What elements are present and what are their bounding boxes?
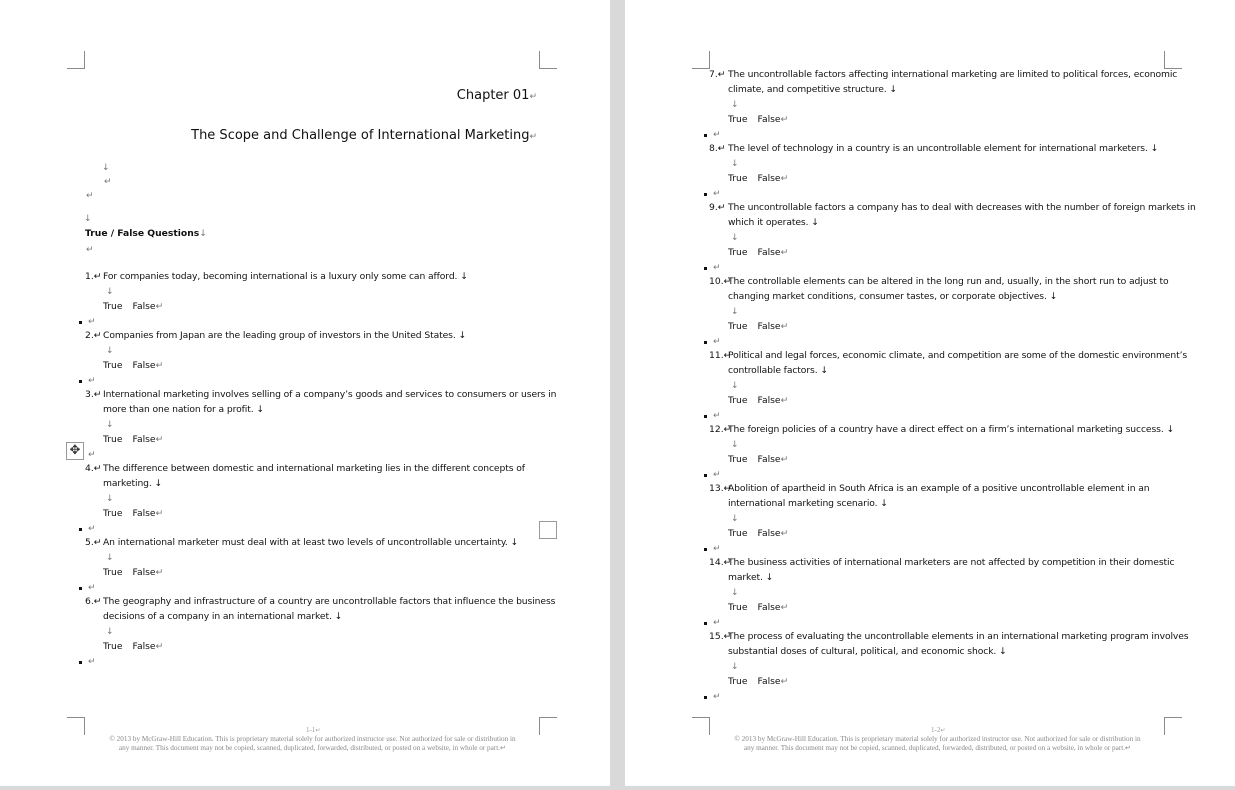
line-break-mark: ↓ <box>102 163 110 173</box>
paragraph-mark: ↵ <box>86 191 94 201</box>
page-gap <box>610 0 625 790</box>
true-option: True <box>103 360 123 371</box>
question-text: Companies from Japan are the leading group of investors in the United States. ↓ <box>103 330 467 341</box>
list-bullet <box>704 341 707 344</box>
footer-line: any manner. This document may not be copied, scanned, duplicated, forwarded, distributed, or posted on a website, in whole or part.↵ <box>118 744 507 752</box>
question-number: 9.↵ <box>709 202 726 213</box>
false-option: False <box>132 301 156 312</box>
question-text: The foreign policies of a country have a direct effect on a firm’s international marketing success. ↓ <box>728 424 1175 435</box>
margin-corner-top-right <box>1164 51 1182 69</box>
question-text: changing market conditions, consumer tastes, or corporate objectives. ↓ <box>728 291 1058 302</box>
false-option: False <box>757 114 781 125</box>
paragraph-mark: ↵ <box>713 411 721 421</box>
true-false-options: True False↵ <box>728 528 789 539</box>
true-option: True <box>103 301 123 312</box>
question-text: The geography and infrastructure of a country are uncontrollable factors that influence the business <box>103 596 556 607</box>
list-bullet <box>704 193 707 196</box>
paragraph-mark: ↵ <box>86 245 94 255</box>
page-number: 1-2↵ <box>931 726 946 734</box>
line-break-mark: ↓ <box>106 627 114 637</box>
paragraph-mark: ↵ <box>88 524 96 534</box>
line-break-mark: ↓ <box>106 287 114 297</box>
margin-corner-bottom-right <box>539 717 557 735</box>
false-option: False <box>132 508 156 519</box>
true-option: True <box>728 395 748 406</box>
list-bullet <box>79 528 82 531</box>
line-break-mark: ↓ <box>106 346 114 356</box>
true-option: True <box>728 247 748 258</box>
chapter-title: The Scope and Challenge of International Marketing↵ <box>191 128 537 143</box>
paragraph-mark: ↵ <box>713 692 721 702</box>
true-option: True <box>103 508 123 519</box>
false-option: False <box>132 434 156 445</box>
true-false-options: True False↵ <box>103 508 164 519</box>
list-bullet <box>79 321 82 324</box>
paragraph-mark: ↵ <box>713 130 721 140</box>
line-break-mark: ↓ <box>731 588 739 598</box>
true-false-options: True False↵ <box>103 360 164 371</box>
true-false-options: True False↵ <box>103 434 164 445</box>
line-break-mark: ↓ <box>731 307 739 317</box>
false-option: False <box>757 602 781 613</box>
false-option: False <box>757 173 781 184</box>
question-text: Political and legal forces, economic climate, and competition are some of the domestic environment’s <box>728 350 1188 361</box>
question-number: 11.↵ <box>709 350 732 361</box>
question-number: 12.↵ <box>709 424 732 435</box>
resize-handle[interactable] <box>539 521 557 539</box>
false-option: False <box>132 360 156 371</box>
list-bullet <box>704 474 707 477</box>
true-option: True <box>103 567 123 578</box>
line-break-mark: ↓ <box>731 233 739 243</box>
move-handle-icon[interactable]: ✥ <box>66 442 84 460</box>
question-text: Abolition of apartheid in South Africa is an example of a positive uncontrollable element in an <box>728 483 1150 494</box>
question-number: 1.↵ <box>85 271 102 282</box>
true-option: True <box>728 602 748 613</box>
question-number: 5.↵ <box>85 537 102 548</box>
paragraph-mark: ↵ <box>88 376 96 386</box>
list-bullet <box>704 415 707 418</box>
paragraph-mark: ↵ <box>713 470 721 480</box>
true-false-options: True False↵ <box>728 321 789 332</box>
true-false-options: True False↵ <box>103 641 164 652</box>
footer-line: any manner. This document may not be copied, scanned, duplicated, forwarded, distributed, or posted on a website, in whole or part.↵ <box>743 744 1132 752</box>
false-option: False <box>757 247 781 258</box>
question-number: 15.↵ <box>709 631 732 642</box>
true-false-options: True False↵ <box>728 395 789 406</box>
question-text: market. ↓ <box>728 572 774 583</box>
bottom-strip <box>0 786 1235 790</box>
true-false-options: True False↵ <box>728 454 789 465</box>
true-option: True <box>728 173 748 184</box>
margin-corner-bottom-left <box>692 717 710 735</box>
question-number: 3.↵ <box>85 389 102 400</box>
question-number: 13.↵ <box>709 483 732 494</box>
list-bullet <box>704 622 707 625</box>
question-text: The process of evaluating the uncontrollable elements in an international marketing program involves <box>728 631 1189 642</box>
margin-corner-bottom-right <box>1164 717 1182 735</box>
question-number: 4.↵ <box>85 463 102 474</box>
false-option: False <box>757 395 781 406</box>
paragraph-mark: ↵ <box>713 544 721 554</box>
question-number: 6.↵ <box>85 596 102 607</box>
true-false-options: True False↵ <box>103 567 164 578</box>
line-break-mark: ↓ <box>731 381 739 391</box>
false-option: False <box>132 567 156 578</box>
question-text: substantial doses of cultural, political, and economic shock. ↓ <box>728 646 1007 657</box>
question-number: 8.↵ <box>709 143 726 154</box>
question-text: The uncontrollable factors a company has to deal with decreases with the number of foreign markets in <box>728 202 1196 213</box>
document-page-1[interactable] <box>0 0 610 786</box>
true-option: True <box>728 114 748 125</box>
question-text: climate, and competitive structure. ↓ <box>728 84 897 95</box>
list-bullet <box>79 587 82 590</box>
true-option: True <box>728 321 748 332</box>
list-bullet <box>79 661 82 664</box>
question-text: marketing. ↓ <box>103 478 163 489</box>
question-text: The uncontrollable factors affecting international marketing are limited to political forces, economic <box>728 69 1178 80</box>
question-text: decisions of a company in an international market. ↓ <box>103 611 343 622</box>
page-footer <box>705 735 1170 753</box>
line-break-mark: ↓ <box>731 662 739 672</box>
line-break-mark: ↓ <box>731 159 739 169</box>
true-option: True <box>103 641 123 652</box>
list-bullet <box>704 696 707 699</box>
false-option: False <box>132 641 156 652</box>
paragraph-mark: ↵ <box>88 583 96 593</box>
line-break-mark: ↓ <box>106 553 114 563</box>
paragraph-mark: ↵ <box>104 177 112 187</box>
true-option: True <box>103 434 123 445</box>
paragraph-mark: ↵ <box>713 263 721 273</box>
true-false-options: True False↵ <box>728 173 789 184</box>
paragraph-mark: ↵ <box>88 657 96 667</box>
line-break-mark: ↓ <box>106 494 114 504</box>
false-option: False <box>757 676 781 687</box>
margin-corner-bottom-left <box>67 717 85 735</box>
paragraph-mark: ↵ <box>713 337 721 347</box>
paragraph-mark: ↵ <box>713 618 721 628</box>
question-text: The business activities of international marketers are not affected by competition in their domestic <box>728 557 1175 568</box>
question-text: The level of technology in a country is an uncontrollable element for international marketers. ↓ <box>728 143 1159 154</box>
question-number: 14.↵ <box>709 557 732 568</box>
line-break-mark: ↓ <box>731 440 739 450</box>
question-text: An international marketer must deal with at least two levels of uncontrollable uncertainty. ↓ <box>103 537 519 548</box>
true-false-options: True False↵ <box>728 602 789 613</box>
true-false-options: True False↵ <box>103 301 164 312</box>
false-option: False <box>757 528 781 539</box>
list-bullet <box>704 548 707 551</box>
line-break-mark: ↓ <box>106 420 114 430</box>
false-option: False <box>757 321 781 332</box>
section-heading: True / False Questions↓ <box>85 228 207 239</box>
page-number: 1-1↵ <box>306 726 321 734</box>
footer-line: © 2013 by McGraw-Hill Education. This is proprietary material solely for authorized instructor use. Not authorized for sale or distribution in <box>734 735 1141 743</box>
question-text: international marketing scenario. ↓ <box>728 498 888 509</box>
question-text: For companies today, becoming international is a luxury only some can afford. ↓ <box>103 271 468 282</box>
list-bullet <box>704 267 707 270</box>
question-text: International marketing involves selling of a company’s goods and services to consumers or users in <box>103 389 557 400</box>
margin-corner-top-left <box>692 51 710 69</box>
paragraph-mark: ↵ <box>88 317 96 327</box>
document-page-2[interactable] <box>625 0 1235 786</box>
question-number: 2.↵ <box>85 330 102 341</box>
paragraph-mark: ↵ <box>88 450 96 460</box>
page-footer <box>80 735 545 753</box>
true-option: True <box>728 528 748 539</box>
question-text: more than one nation for a profit. ↓ <box>103 404 264 415</box>
question-text: controllable factors. ↓ <box>728 365 828 376</box>
question-text: The difference between domestic and international marketing lies in the different concepts of <box>103 463 525 474</box>
line-break-mark: ↓ <box>731 514 739 524</box>
chapter-heading: Chapter 01↵ <box>456 88 537 103</box>
paragraph-mark: ↵ <box>713 189 721 199</box>
list-bullet <box>704 134 707 137</box>
line-break-mark: ↓ <box>731 100 739 110</box>
question-text: which it operates. ↓ <box>728 217 819 228</box>
question-number: 10.↵ <box>709 276 732 287</box>
false-option: False <box>757 454 781 465</box>
line-break-mark: ↓ <box>84 214 92 224</box>
true-option: True <box>728 454 748 465</box>
question-text: The controllable elements can be altered in the long run and, usually, in the short run to adjust to <box>728 276 1169 287</box>
true-false-options: True False↵ <box>728 676 789 687</box>
true-false-options: True False↵ <box>728 247 789 258</box>
margin-corner-top-left <box>67 51 85 69</box>
true-false-options: True False↵ <box>728 114 789 125</box>
list-bullet <box>79 380 82 383</box>
true-option: True <box>728 676 748 687</box>
margin-corner-top-right <box>539 51 557 69</box>
question-number: 7.↵ <box>709 69 726 80</box>
footer-line: © 2013 by McGraw-Hill Education. This is proprietary material solely for authorized instructor use. Not authorized for sale or distribution in <box>109 735 516 743</box>
